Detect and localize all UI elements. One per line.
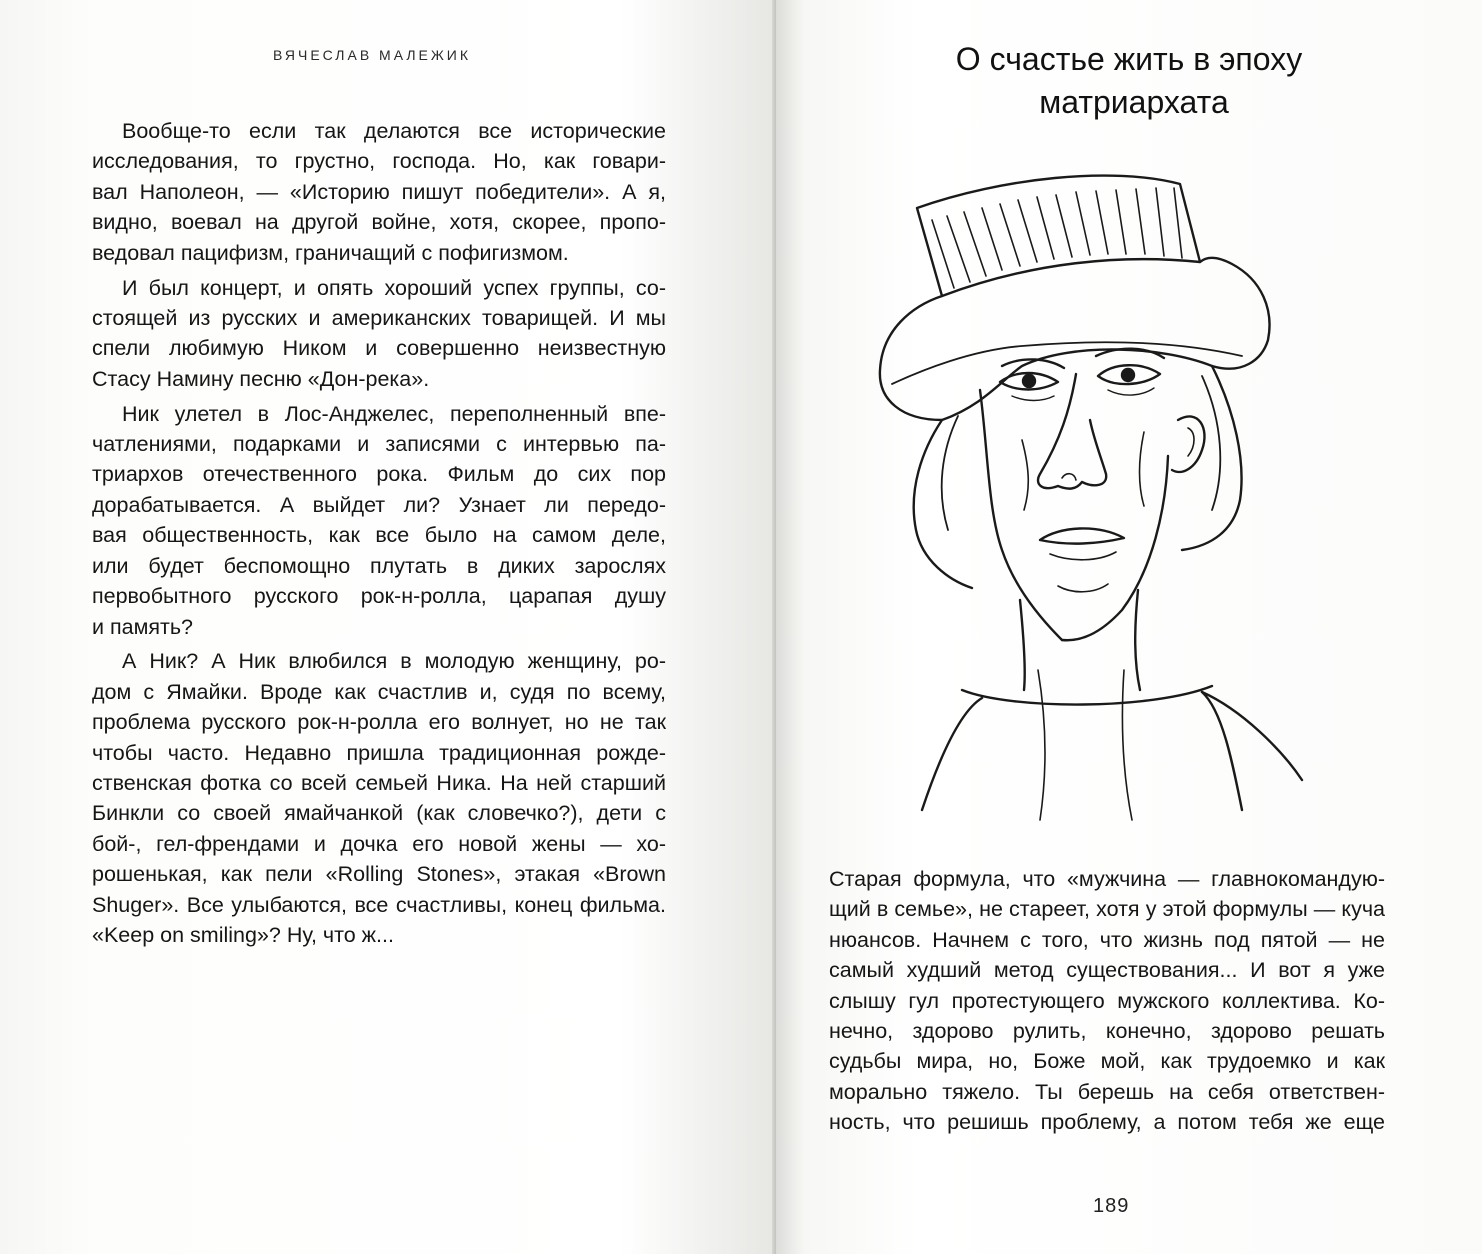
hair-right	[1182, 366, 1242, 550]
running-head: ВЯЧЕСЛАВ МАЛЕЖИК	[273, 47, 472, 63]
portrait-illustration	[862, 170, 1322, 830]
text-line: бой-, гел-френдами и дочка его новой жены — хо-	[92, 831, 666, 856]
text-line: первобытного русского рок-н-ролла, царапая душу	[92, 584, 666, 609]
lower-lip	[1050, 552, 1116, 560]
right-body-text	[829, 864, 1385, 1138]
hat-brim-inner	[892, 342, 1242, 384]
text-line: рошенькая, как пели «Rolling Stones», этакая «Brown	[92, 862, 666, 887]
chapter-title-line-1: О счастье жить в эпоху	[955, 41, 1303, 77]
text-line: самый худший метод существования... И вот я уже	[829, 958, 1385, 983]
jaw-right	[1062, 456, 1168, 640]
text-line: нечно, здорово рулить, конечно, здорово решать	[829, 1019, 1385, 1044]
text-line: слышу гул протестующего мужского коллектива. Ко-	[829, 988, 1385, 1013]
right-page	[776, 0, 1482, 1254]
text-line: Старая формула, что «мужчина — главнокомандую-	[829, 867, 1385, 891]
text-line: вая общественность, как все было на самом деле,	[92, 523, 666, 548]
cheek-lines	[1022, 432, 1144, 510]
text-line: Ник улетел в Лос-Анджелес, переполненный впе-	[122, 401, 666, 426]
text-line: И был концерт, и опять хороший успех группы, со-	[122, 275, 666, 300]
text-line: вал Наполеон, — «Историю пишут победители». А я,	[92, 179, 666, 204]
text-line: дорабатывается. А выйдет ли? Узнает ли передо-	[92, 492, 666, 517]
chapter-title-line-2: матриархата	[1039, 84, 1229, 120]
text-line: ность, что решишь проблему, а потом тебя же еще	[829, 1110, 1385, 1135]
text-line: стоящей из русских и американских товарищей. И мы	[92, 305, 666, 330]
text-line: Бинкли со своей ямайчанкой (как словечко?), дети с	[92, 801, 666, 826]
text-line: триархов отечественного рока. Фильм до сих пор	[92, 462, 666, 487]
text-line: ственская фотка со всей семьей Ника. На ней старший	[92, 771, 666, 796]
ear-inner	[1188, 428, 1194, 456]
hat-band-stripes	[932, 188, 1182, 288]
text-line: дом с Ямайки. Вроде как счастлив и, судя по всему,	[92, 679, 666, 704]
text-line: чтобы часто. Недавно пришла традиционная рожде-	[92, 740, 666, 765]
text-line: судьбы мира, но, Боже мой, как трудоемко и как	[829, 1049, 1385, 1074]
left-body-text	[92, 116, 666, 950]
text-line: ведовал пацифизм, граничащий с пофигизмом.	[92, 240, 569, 265]
nostril	[1062, 474, 1076, 480]
text-line: исследования, то грустно, господа. Но, как говари-	[92, 149, 666, 174]
nose	[1038, 374, 1106, 489]
text-line: морально тяжело. Ты берешь на себя ответствен-	[829, 1079, 1385, 1104]
text-line: Вообще-то если так делаются все исторические	[122, 119, 666, 143]
left-pupil	[1023, 375, 1035, 387]
collar-lines	[1038, 670, 1132, 820]
text-line: «Keep on smiling»? Ну, что ж...	[92, 923, 394, 948]
right-pupil	[1122, 369, 1134, 381]
hair-left-2	[942, 416, 958, 530]
text-line: и память?	[92, 614, 194, 639]
mouth	[1040, 528, 1124, 543]
text-line: чатлениями, подарками и записями с интервью па-	[92, 432, 666, 457]
text-line: Shuger». Все улыбаются, все счастливы, конец фильма.	[92, 892, 666, 917]
text-line: нюансов. Начнем с того, что жизнь под пятой — не	[829, 927, 1385, 952]
text-line: Стасу Намину песню «Дон-река».	[92, 366, 430, 391]
chin	[1058, 584, 1108, 592]
page-number: 189	[1093, 1195, 1130, 1217]
hat-crown	[917, 176, 1200, 296]
collar	[962, 686, 1212, 705]
ear	[1172, 416, 1205, 472]
text-line: А Ник? А Ник влюбился в молодую женщину, ро-	[122, 649, 666, 674]
text-line: видно, воевал на другой войне, хотя, скорее, пропо-	[92, 210, 666, 235]
text-line: проблема русского рок-н-ролла его волнует, но не так	[92, 710, 666, 735]
text-line: спели любимую Ником и совершенно неизвестную	[92, 336, 666, 361]
text-line: щий в семье», не стареет, хотя у этой формулы — куча	[829, 897, 1385, 922]
text-line: или будет беспомощно плутать в диких зарослях	[92, 553, 666, 578]
chapter-title	[776, 38, 1482, 124]
shoulders	[922, 692, 1242, 810]
shoulder-right	[1202, 692, 1302, 780]
